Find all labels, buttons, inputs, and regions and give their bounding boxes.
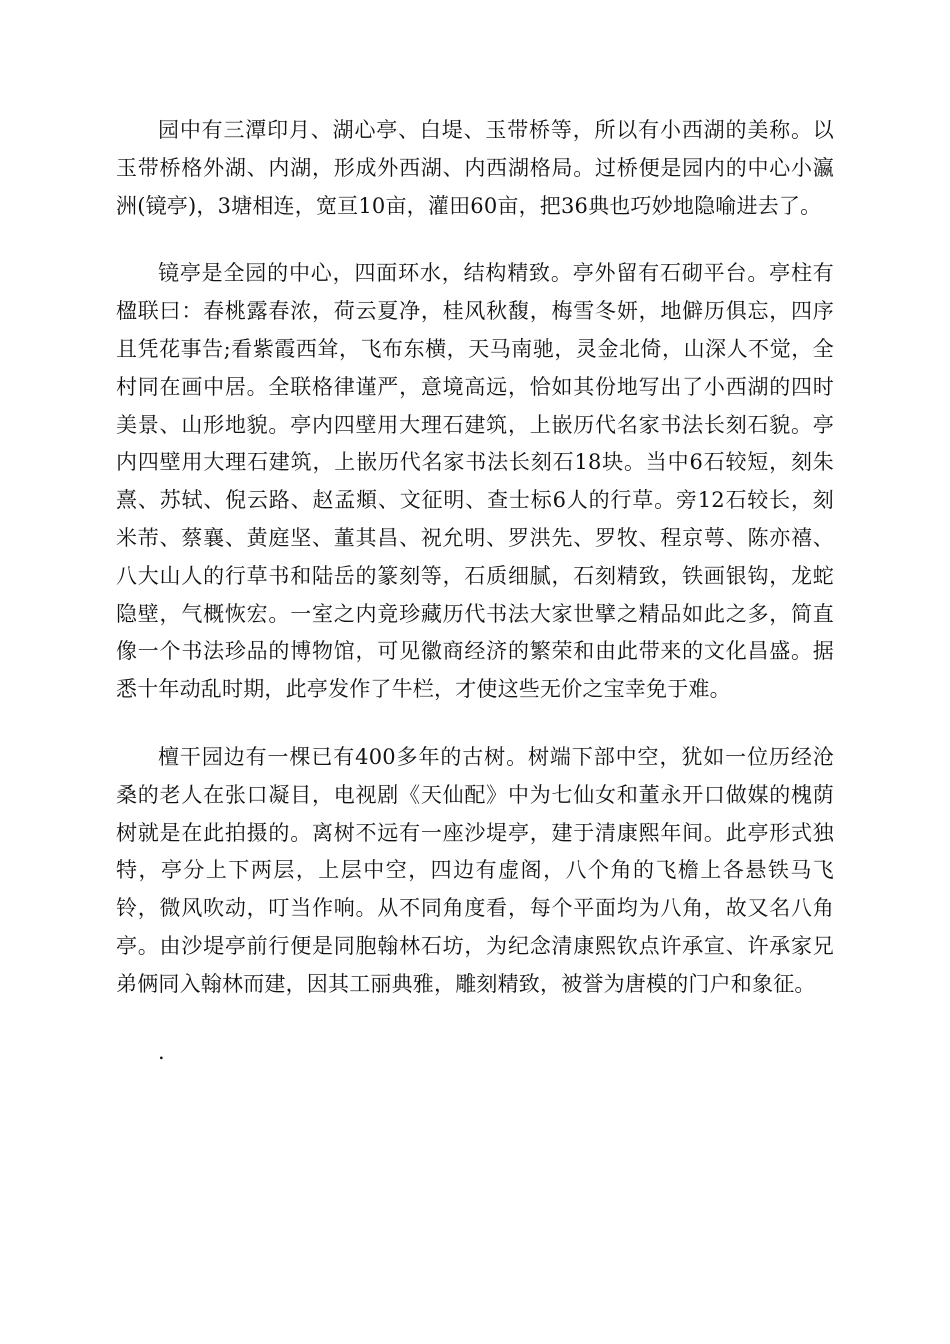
document-body [116, 112, 834, 1071]
paragraph-xiaoxihu: 园中有三潭印月、湖心亭、白堤、玉带桥等，所以有小西湖的美称。以玉带桥格外湖、内湖，形成外西湖、内西湖格局。过桥便是园内的中心小瀛洲(镜亭)，3塘相连，宽亘10亩，灌田60亩，把36典也巧妙地隐喻进去了。 [116, 118, 834, 218]
trailing-mark: . [158, 1039, 165, 1064]
paragraph-jingting: 镜亭是全园的中心，四面环水，结构精致。亭外留有石砌平台。亭柱有楹联曰：春桃露春浓，荷云夏净，桂风秋馥，梅雪冬妍，地僻历俱忘，四序且凭花事告;看紫霞西耸，飞布东横，天马南驰，灵金北倚，山深人不觉，全村同在画中居。全联格律谨严，意境高远，恰如其份地写出了小西湖的四时美景、山形地貌。亭内四壁用大理石建筑，上嵌历代名家书法长刻石貌。亭内四壁用大理石建筑，上嵌历代名家书法长刻石18块。当中6石较短，刻朱熹、苏轼、倪云路、赵孟頫、文征明、查士标6人的行草。旁12石较长，刻米芾、蔡襄、黄庭坚、董其昌、祝允明、罗洪先、罗牧、程京萼、陈亦禧、八大山人的行草书和陆岳的篆刻等，石质细腻，石刻精致，铁画银钩，龙蛇隐壁，气概恢宏。一室之内竟珍藏历代书法大家世擘之精品如此之多，简直像一个书法珍品的博物馆，可见徽商经济的繁荣和由此带来的文化昌盛。据悉十年动乱时期，此亭发作了牛栏，才使这些无价之宝幸免于难。 [116, 261, 834, 702]
paragraph-gushu-shaditing: 檀干园边有一棵已有400多年的古树。树端下部中空，犹如一位历经沧桑的老人在张口凝目，电视剧《天仙配》中为七仙女和董永开口做媒的槐荫树就是在此拍摄的。离树不远有一座沙堤亭，建于清康熙年间。此亭形式独特，亭分上下两层，上层中空，四边有虚阁，八个角的飞檐上各悬铁马飞铃，微风吹动，叮当作响。从不同角度看，每个平面均为八角，故又名八角亭。由沙堤亭前行便是同胞翰林石坊，为纪念清康熙钦点许承宣、许承家兄弟俩同入翰林而建，因其工丽典雅，雕刻精致，被誉为唐模的门户和象征。 [116, 744, 834, 996]
